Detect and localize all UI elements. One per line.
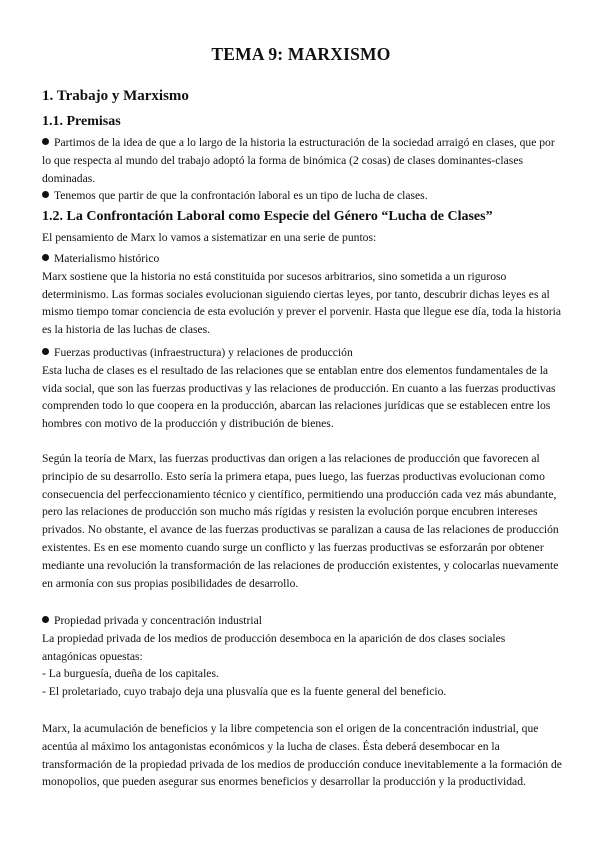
point-fuerzas bbox=[42, 344, 562, 433]
document-title: TEMA 9: MARXISMO bbox=[211, 44, 391, 64]
premisa-2-text: Tenemos que partir de que la confrontación laboral es un tipo de lucha de clases. bbox=[54, 189, 428, 203]
point-3-title bbox=[42, 612, 562, 630]
premisas-block bbox=[42, 134, 562, 205]
point-2-paragraph-2: Según la teoría de Marx, las fuerzas productivas dan origen a las relaciones de producción que favorecen al principio de su desarrollo. Esto sería la primera etapa, pues luego, las fuerzas productivas evolucionan como consecuencia del perfeccionamiento técnico y científico, permitiendo una producción cada vez más abundante, pero las relaciones de producción son mucho más rígidas y resisten la evolución porque encubren intereses privados. No obstante, el avance de las fuerzas productivas se paralizan a causa de las relaciones de producción existentes. Es en ese momento cuando surge un conflicto y las fuerzas productivas se esforzarán por obtener mediante una revolución la transformación de las relaciones de producción existentes, y colocarlas nuevamente en armonía con sus propias posibilidades de desarrollo. bbox=[42, 452, 559, 590]
point-3-title-text: Propiedad privada y concentración industrial bbox=[54, 614, 262, 627]
point-2-paragraph: Esta lucha de clases es el resultado de las relaciones que se entablan entre dos elementos fundamentales de la vida social, que son las fuerzas productivas y las relaciones de producción. En cuanto a las fuerzas productivas comprenden todo lo que coopera en la producción, abarcan las relaciones jurídicas que se establecen entre los hombres con motivo de la producción y distribución de bienes. bbox=[42, 363, 556, 431]
bullet-icon bbox=[42, 348, 49, 355]
point-1-title bbox=[42, 250, 562, 268]
point-3-item-2: - El proletariado, cuyo trabajo deja una plusvalía que es la fuente general del beneficio. bbox=[42, 685, 447, 699]
point-propiedad bbox=[42, 612, 562, 701]
premisa-bullet-1 bbox=[42, 134, 562, 187]
point-2-title-text: Fuerzas productivas (infraestructura) y relaciones de producción bbox=[54, 346, 353, 359]
intro-text: El pensamiento de Marx lo vamos a sistematizar en una serie de puntos: bbox=[42, 231, 377, 244]
bullet-icon bbox=[42, 191, 49, 198]
bullet-icon bbox=[42, 138, 49, 145]
point-3-item-1: - La burguesía, dueña de los capitales. bbox=[42, 667, 219, 681]
final-block bbox=[42, 720, 562, 791]
point-1-title-text: Materialismo histórico bbox=[54, 252, 160, 265]
premisa-bullet-2 bbox=[42, 187, 562, 205]
point-2-title bbox=[42, 344, 562, 362]
final-paragraph: Marx, la acumulación de beneficios y la libre competencia son el origen de la concentración industrial, que acentúa al máximo los antagonistas económicos y la lucha de clases. Ésta deberá desembocar en la transformación de la propiedad privada de los medios de producción conduce inevitablemente a la formación de monopolios, que pueden asegurar sus enormes beneficios y desarrollar la producción y la productividad. bbox=[42, 722, 562, 789]
section-1-1-heading: 1.1. Premisas bbox=[42, 114, 121, 129]
bullet-icon bbox=[42, 254, 49, 261]
section-1-2-heading: 1.2. La Confrontación Laboral como Especie del Género “Lucha de Clases” bbox=[42, 209, 493, 224]
premisa-1-text: Partimos de la idea de que a lo largo de la historia la estructuración de la sociedad arraigó en clases, que por lo que respecta al mundo del trabajo adoptó la forma de binómica (2 cosas) de clases dominantes-clases dominadas. bbox=[42, 136, 555, 185]
section-1-heading: 1. Trabajo y Marxismo bbox=[42, 88, 189, 104]
point-3-paragraph: La propiedad privada de los medios de producción desemboca en la aparición de dos clases sociales antagónicas opuestas: bbox=[42, 631, 506, 663]
point-1-paragraph: Marx sostiene que la historia no está constituida por sucesos arbitrarios, sino sometida a un riguroso determinismo. Las formas sociales evolucionan siguiendo ciertas leyes, por tanto, descubrir dichas leyes es al mismo tiempo tomar conciencia de esta evolución y prever el porvenir. Hasta que llegue ese día, toda la historia es la historia de las luchas de clases. bbox=[42, 269, 561, 337]
point-fuerzas-continued bbox=[42, 450, 562, 592]
section-1-2-intro bbox=[42, 229, 562, 247]
bullet-icon bbox=[42, 616, 49, 623]
point-materialismo bbox=[42, 250, 562, 339]
